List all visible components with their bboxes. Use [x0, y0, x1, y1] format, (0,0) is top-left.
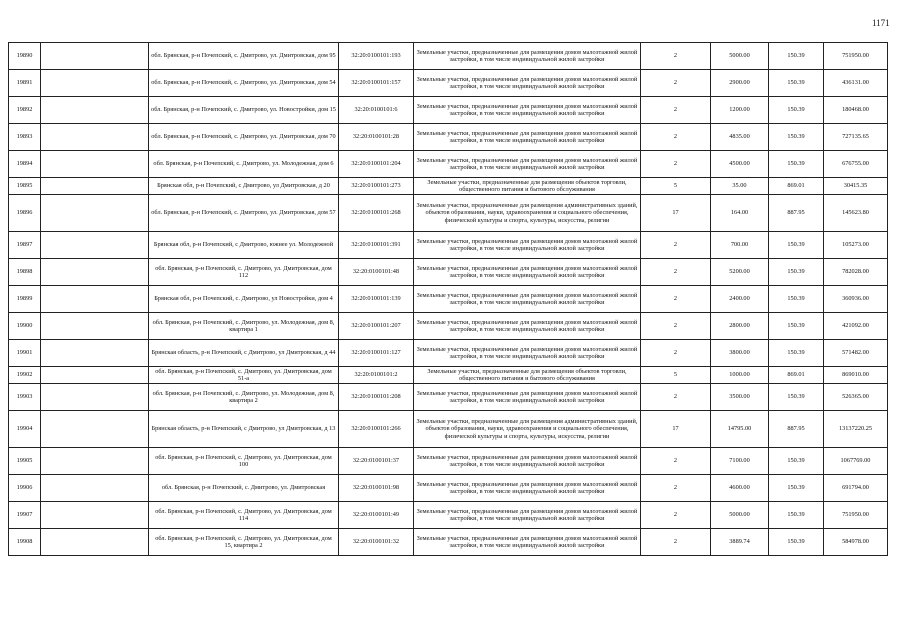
use-group-cell: 2	[641, 502, 711, 529]
area-cell: 164.00	[711, 195, 769, 232]
table-row	[9, 151, 888, 178]
row-number-cell: 19900	[9, 313, 41, 340]
area-cell: 4500.00	[711, 151, 769, 178]
land-use-cell: Земельные участки, предназначенные для размещения домов малоэтажной жилой застройки, в том числе индивидуальной жилой застройки	[414, 232, 641, 259]
cadastral-number-cell: 32:20:0100101:49	[339, 502, 414, 529]
area-cell: 700.00	[711, 232, 769, 259]
specific-value-cell: 150.39	[769, 340, 824, 367]
area-cell: 4835.00	[711, 124, 769, 151]
use-group-cell: 2	[641, 448, 711, 475]
cadastral-value-cell: 751950.00	[824, 502, 888, 529]
use-group-cell: 2	[641, 70, 711, 97]
cadastral-number-cell: 32:20:0100101:32	[339, 529, 414, 556]
cadastral-number-cell: 32:20:0100101:98	[339, 475, 414, 502]
cadastral-number-cell: 32:20:0100101:2	[339, 367, 414, 384]
use-group-cell: 2	[641, 97, 711, 124]
land-use-cell: Земельные участки, предназначенные для размещения объектов торговли, общественного питания и бытового обслуживания	[414, 367, 641, 384]
address-cell: обл. Брянская, р-н Почепский, с. Дмитрово, ул. Дмитровская	[149, 475, 339, 502]
land-use-cell: Земельные участки, предназначенные для размещения административных зданий, объектов образования, науки, здравоохранения и социального обеспечения, физической культуры и спорта, культуры, искусства, религии	[414, 195, 641, 232]
blank-cell	[41, 151, 149, 178]
table-row	[9, 411, 888, 448]
cadastral-value-cell: 436131.00	[824, 70, 888, 97]
land-use-cell: Земельные участки, предназначенные для размещения домов малоэтажной жилой застройки, в том числе индивидуальной жилой застройки	[414, 502, 641, 529]
table-row	[9, 475, 888, 502]
land-use-cell: Земельные участки, предназначенные для размещения домов малоэтажной жилой застройки, в том числе индивидуальной жилой застройки	[414, 43, 641, 70]
cadastral-number-cell: 32:20:0100101:391	[339, 232, 414, 259]
use-group-cell: 2	[641, 475, 711, 502]
area-cell: 2900.00	[711, 70, 769, 97]
area-cell: 7100.00	[711, 448, 769, 475]
cadastral-number-cell: 32:20:0100101:37	[339, 448, 414, 475]
area-cell: 3500.00	[711, 384, 769, 411]
land-use-cell: Земельные участки, предназначенные для размещения домов малоэтажной жилой застройки, в том числе индивидуальной жилой застройки	[414, 97, 641, 124]
area-cell: 3800.00	[711, 340, 769, 367]
cadastral-value-cell: 571482.00	[824, 340, 888, 367]
land-use-cell: Земельные участки, предназначенные для размещения домов малоэтажной жилой застройки, в том числе индивидуальной жилой застройки	[414, 529, 641, 556]
land-use-cell: Земельные участки, предназначенные для размещения домов малоэтажной жилой застройки, в том числе индивидуальной жилой застройки	[414, 286, 641, 313]
land-use-cell: Земельные участки, предназначенные для размещения домов малоэтажной жилой застройки, в том числе индивидуальной жилой застройки	[414, 313, 641, 340]
cadastral-number-cell: 32:20:0100101:48	[339, 259, 414, 286]
address-cell: обл. Брянская, р-н Почепский, с. Дмитрово, ул. Дмитровская, дом 114	[149, 502, 339, 529]
use-group-cell: 2	[641, 313, 711, 340]
specific-value-cell: 150.39	[769, 313, 824, 340]
area-cell: 5200.00	[711, 259, 769, 286]
row-number-cell: 19907	[9, 502, 41, 529]
blank-cell	[41, 286, 149, 313]
area-cell: 2400.00	[711, 286, 769, 313]
cadastral-number-cell: 32:20:0100101:208	[339, 384, 414, 411]
specific-value-cell: 150.39	[769, 151, 824, 178]
blank-cell	[41, 502, 149, 529]
cadastral-value-cell: 105273.00	[824, 232, 888, 259]
specific-value-cell: 150.39	[769, 259, 824, 286]
area-cell: 35.00	[711, 178, 769, 195]
row-number-cell: 19898	[9, 259, 41, 286]
land-use-cell: Земельные участки, предназначенные для размещения домов малоэтажной жилой застройки, в том числе индивидуальной жилой застройки	[414, 124, 641, 151]
specific-value-cell: 150.39	[769, 124, 824, 151]
table-row	[9, 313, 888, 340]
area-cell: 4600.00	[711, 475, 769, 502]
cadastral-number-cell: 32:20:0100101:139	[339, 286, 414, 313]
cadastral-number-cell: 32:20:0100101:268	[339, 195, 414, 232]
row-number-cell: 19903	[9, 384, 41, 411]
land-use-cell: Земельные участки, предназначенные для размещения административных зданий, объектов образования, науки, здравоохранения и социального обеспечения, физической культуры и спорта, культуры, искусства, религии	[414, 411, 641, 448]
address-cell: обл. Брянская, р-н Почепский, с. Дмитрово, ул. Дмитровская, дом 15, квартира 2	[149, 529, 339, 556]
address-cell: обл. Брянская, р-н Почепский, с. Дмитрово, ул. Новостройки, дом 15	[149, 97, 339, 124]
table-body	[9, 43, 888, 556]
land-use-cell: Земельные участки, предназначенные для размещения домов малоэтажной жилой застройки, в том числе индивидуальной жилой застройки	[414, 70, 641, 97]
cadastral-value-cell: 30415.35	[824, 178, 888, 195]
cadastral-value-cell: 13137220.25	[824, 411, 888, 448]
blank-cell	[41, 313, 149, 340]
address-cell: обл. Брянская, р-н Почепский, с. Дмитрово, ул. Дмитровская, дом 54	[149, 70, 339, 97]
use-group-cell: 2	[641, 43, 711, 70]
specific-value-cell: 150.39	[769, 232, 824, 259]
table-row	[9, 259, 888, 286]
address-cell: обл. Брянская, р-н Почепский, с. Дмитрово, ул. Дмитровская, дом 51-а	[149, 367, 339, 384]
table-row	[9, 448, 888, 475]
land-use-cell: Земельные участки, предназначенные для размещения домов малоэтажной жилой застройки, в том числе индивидуальной жилой застройки	[414, 384, 641, 411]
blank-cell	[41, 178, 149, 195]
area-cell: 14795.00	[711, 411, 769, 448]
cadastral-value-cell: 145623.80	[824, 195, 888, 232]
address-cell: обл. Брянская, р-н Почепский, с. Дмитрово, ул. Молодежная, дом 8, квартира 2	[149, 384, 339, 411]
table-row	[9, 70, 888, 97]
cadastral-number-cell: 32:20:0100101:193	[339, 43, 414, 70]
cadastral-number-cell: 32:20:0100101:157	[339, 70, 414, 97]
land-use-cell: Земельные участки, предназначенные для размещения домов малоэтажной жилой застройки, в том числе индивидуальной жилой застройки	[414, 448, 641, 475]
blank-cell	[41, 124, 149, 151]
address-cell: обл. Брянская, р-н Почепский, с. Дмитрово, ул. Дмитровская, дом 95	[149, 43, 339, 70]
blank-cell	[41, 367, 149, 384]
row-number-cell: 19906	[9, 475, 41, 502]
cadastral-value-cell: 782028.00	[824, 259, 888, 286]
address-cell: обл. Брянская, р-н Почепский, с. Дмитрово, ул. Молодежная, дом 6	[149, 151, 339, 178]
address-cell: обл. Брянская, р-н Почепский, с. Дмитрово, ул. Дмитровская, дом 112	[149, 259, 339, 286]
use-group-cell: 17	[641, 195, 711, 232]
specific-value-cell: 150.39	[769, 502, 824, 529]
land-use-cell: Земельные участки, предназначенные для размещения объектов торговли, общественного питания и бытового обслуживания	[414, 178, 641, 195]
address-cell: обл. Брянская, р-н Почепский, с. Дмитрово, ул. Дмитровская, дом 70	[149, 124, 339, 151]
address-cell: Брянская обл, р-н Почепский, с Дмитрово, южнее ул. Молодежной	[149, 232, 339, 259]
blank-cell	[41, 259, 149, 286]
specific-value-cell: 887.95	[769, 411, 824, 448]
address-cell: Брянская обл, р-н Почепский, с Дмитрово, ул Дмитровская, д 20	[149, 178, 339, 195]
area-cell: 5000.00	[711, 43, 769, 70]
table-row	[9, 97, 888, 124]
cadastral-value-cell: 1067769.00	[824, 448, 888, 475]
address-cell: Брянская обл, р-н Почепский, с. Дмитрово, ул Новостройки, дом 4	[149, 286, 339, 313]
use-group-cell: 5	[641, 367, 711, 384]
blank-cell	[41, 529, 149, 556]
table-row	[9, 384, 888, 411]
table-row	[9, 340, 888, 367]
area-cell: 1000.00	[711, 367, 769, 384]
cadastral-number-cell: 32:20:0100101:127	[339, 340, 414, 367]
blank-cell	[41, 448, 149, 475]
row-number-cell: 19899	[9, 286, 41, 313]
cadastral-value-table	[8, 42, 888, 556]
specific-value-cell: 150.39	[769, 97, 824, 124]
specific-value-cell: 887.95	[769, 195, 824, 232]
cadastral-value-cell: 727135.65	[824, 124, 888, 151]
cadastral-number-cell: 32:20:0100101:28	[339, 124, 414, 151]
specific-value-cell: 150.39	[769, 70, 824, 97]
specific-value-cell: 150.39	[769, 384, 824, 411]
table-row	[9, 178, 888, 195]
row-number-cell: 19896	[9, 195, 41, 232]
table-row	[9, 286, 888, 313]
use-group-cell: 2	[641, 151, 711, 178]
use-group-cell: 2	[641, 286, 711, 313]
table-row	[9, 195, 888, 232]
page-number: 1171	[872, 18, 890, 28]
blank-cell	[41, 43, 149, 70]
use-group-cell: 2	[641, 124, 711, 151]
land-use-cell: Земельные участки, предназначенные для размещения домов малоэтажной жилой застройки, в том числе индивидуальной жилой застройки	[414, 475, 641, 502]
table-row	[9, 529, 888, 556]
row-number-cell: 19893	[9, 124, 41, 151]
cadastral-value-cell: 421092.00	[824, 313, 888, 340]
table-row	[9, 232, 888, 259]
blank-cell	[41, 195, 149, 232]
cadastral-number-cell: 32:20:0100101:207	[339, 313, 414, 340]
cadastral-number-cell: 32:20:0100101:273	[339, 178, 414, 195]
address-cell: обл. Брянская, р-н Почепский, с. Дмитрово, ул. Дмитровская, дом 100	[149, 448, 339, 475]
specific-value-cell: 869.01	[769, 178, 824, 195]
area-cell: 3889.74	[711, 529, 769, 556]
blank-cell	[41, 97, 149, 124]
cadastral-number-cell: 32:20:0100101:266	[339, 411, 414, 448]
row-number-cell: 19895	[9, 178, 41, 195]
row-number-cell: 19902	[9, 367, 41, 384]
cadastral-value-cell: 584978.00	[824, 529, 888, 556]
use-group-cell: 5	[641, 178, 711, 195]
use-group-cell: 2	[641, 529, 711, 556]
cadastral-value-cell: 869010.00	[824, 367, 888, 384]
row-number-cell: 19908	[9, 529, 41, 556]
area-cell: 1200.00	[711, 97, 769, 124]
cadastral-value-cell: 180468.00	[824, 97, 888, 124]
specific-value-cell: 869.01	[769, 367, 824, 384]
specific-value-cell: 150.39	[769, 286, 824, 313]
blank-cell	[41, 340, 149, 367]
specific-value-cell: 150.39	[769, 43, 824, 70]
specific-value-cell: 150.39	[769, 448, 824, 475]
table-row	[9, 367, 888, 384]
use-group-cell: 2	[641, 384, 711, 411]
specific-value-cell: 150.39	[769, 475, 824, 502]
area-cell: 5000.00	[711, 502, 769, 529]
land-use-cell: Земельные участки, предназначенные для размещения домов малоэтажной жилой застройки, в том числе индивидуальной жилой застройки	[414, 259, 641, 286]
row-number-cell: 19892	[9, 97, 41, 124]
table-row	[9, 502, 888, 529]
blank-cell	[41, 70, 149, 97]
cadastral-value-cell: 676755.00	[824, 151, 888, 178]
area-cell: 2800.00	[711, 313, 769, 340]
cadastral-value-cell: 751950.00	[824, 43, 888, 70]
cadastral-value-cell: 691794.00	[824, 475, 888, 502]
use-group-cell: 2	[641, 232, 711, 259]
specific-value-cell: 150.39	[769, 529, 824, 556]
blank-cell	[41, 475, 149, 502]
table-row	[9, 124, 888, 151]
land-use-cell: Земельные участки, предназначенные для размещения домов малоэтажной жилой застройки, в том числе индивидуальной жилой застройки	[414, 340, 641, 367]
row-number-cell: 19891	[9, 70, 41, 97]
blank-cell	[41, 232, 149, 259]
row-number-cell: 19897	[9, 232, 41, 259]
row-number-cell: 19901	[9, 340, 41, 367]
cadastral-value-cell: 526365.00	[824, 384, 888, 411]
use-group-cell: 2	[641, 340, 711, 367]
address-cell: обл. Брянская, р-н Почепский, с. Дмитрово, ул. Молодежная, дом 8, квартира 1	[149, 313, 339, 340]
land-use-cell: Земельные участки, предназначенные для размещения домов малоэтажной жилой застройки, в том числе индивидуальной жилой застройки	[414, 151, 641, 178]
row-number-cell: 19904	[9, 411, 41, 448]
table-row	[9, 43, 888, 70]
cadastral-value-cell: 360936.00	[824, 286, 888, 313]
row-number-cell: 19894	[9, 151, 41, 178]
use-group-cell: 17	[641, 411, 711, 448]
address-cell: Брянская область, р-н Почепский, с Дмитрово, ул Дмитровская, д 44	[149, 340, 339, 367]
blank-cell	[41, 411, 149, 448]
row-number-cell: 19905	[9, 448, 41, 475]
address-cell: обл. Брянская, р-н Почепский, с. Дмитрово, ул. Дмитровская, дом 57	[149, 195, 339, 232]
cadastral-number-cell: 32:20:0100101:204	[339, 151, 414, 178]
address-cell: Брянская область, р-н Почепский, с Дмитрово, ул Дмитровская, д 13	[149, 411, 339, 448]
use-group-cell: 2	[641, 259, 711, 286]
blank-cell	[41, 384, 149, 411]
row-number-cell: 19890	[9, 43, 41, 70]
cadastral-number-cell: 32:20:0100101:6	[339, 97, 414, 124]
